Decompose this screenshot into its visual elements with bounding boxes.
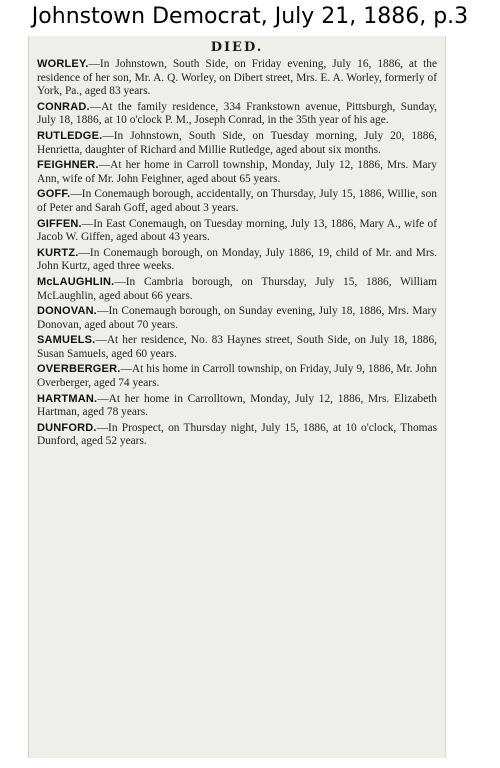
notice-surname: GOFF.	[37, 188, 71, 201]
notice-surname: HARTMAN.	[37, 392, 98, 405]
notice-surname: McLAUGHLIN.	[37, 275, 115, 288]
notice-surname: OVERBERGER.	[37, 363, 121, 376]
death-notice	[37, 218, 437, 245]
death-notice	[37, 130, 437, 157]
notice-text: —In Conemaugh borough, on Sunday evening, July 18, 1886, Mrs. Mary Donovan, aged about 70 years.	[37, 305, 437, 331]
death-notice	[37, 305, 437, 332]
notice-text: —At her residence, No. 83 Haynes street, South Side, on July 18, 1886, Susan Samuels, aged 60 years.	[37, 334, 437, 360]
death-notice	[37, 363, 437, 390]
notice-text: —In East Conemaugh, on Tuesday morning, July 13, 1886, Mary A., wife of Jacob W. Giffen, aged about 43 years.	[37, 217, 437, 244]
notice-surname: CONRAD.	[37, 100, 90, 113]
death-notice	[37, 159, 437, 186]
notice-surname: SAMUELS.	[37, 334, 96, 347]
death-notice	[37, 276, 437, 303]
notice-surname: WORLEY.	[37, 58, 89, 70]
newspaper-clipping	[28, 36, 446, 758]
page-caption: Johnstown Democrat, July 21, 1886, p.3	[31, 4, 469, 29]
notice-surname: RUTLEDGE.	[37, 129, 103, 142]
notice-text: —At his home in Carroll township, on Friday, July 9, 1886, Mr. John Overberger, aged 74 years.	[37, 363, 437, 390]
section-heading: DIED.	[210, 40, 264, 55]
death-notice	[37, 422, 437, 449]
notice-surname: FEIGHNER.	[37, 159, 99, 172]
notice-surname: DONOVAN.	[37, 305, 98, 318]
notice-text: —In Conemaugh borough, on Monday, July 1886, 19, child of Mr. and Mrs. John Kurtz, aged three weeks.	[37, 246, 437, 273]
death-notice	[37, 247, 437, 274]
notice-text: —At her home in Carrolltown, Monday, July 12, 1886, Mrs. Elizabeth Hartman, aged 78 years.	[37, 392, 437, 419]
notice-surname: KURTZ.	[37, 246, 79, 259]
notice-text: —At the family residence, 334 Frankstown avenue, Pittsburgh, Sunday, July 18, 1886, at 10 o'clock P. M., Joseph Conrad, in the 35th year of his age.	[37, 100, 437, 127]
notice-text: —At her home in Carroll township, Monday, July 12, 1886, Mrs. Mary Ann, wife of Mr. John Feighner, aged about 65 years.	[37, 159, 437, 185]
notice-surname: GIFFEN.	[37, 217, 82, 230]
death-notices-list	[37, 58, 437, 449]
death-notice	[37, 393, 437, 420]
death-notice	[37, 101, 437, 128]
death-notice	[37, 188, 437, 215]
notice-text: —In Prospect, on Thursday night, July 15, 1886, at 10 o'clock, Thomas Dunford, aged 52 years.	[37, 421, 437, 448]
notice-text: —In Johnstown, South Side, on Friday evening, July 16, 1886, at the residence of her son, Mr. A. Q. Worley, on Dibert street, Mrs. E. A. Worley, formerly of York, Pa., aged 83 years.	[37, 58, 437, 98]
notice-text: —In Johnstown, South Side, on Tuesday morning, July 20, 1886, Henrietta, daughter of Richard and Millie Rutledge, aged about six months.	[37, 129, 437, 156]
notice-surname: DUNFORD.	[37, 421, 97, 434]
death-notice	[37, 58, 437, 99]
death-notice	[37, 334, 437, 361]
notice-text: —In Cambria borough, on Thursday, July 15, 1886, William McLaughlin, aged about 66 years.	[37, 275, 437, 302]
notice-text: —In Conemaugh borough, accidentally, on Thursday, July 15, 1886, Willie, son of Peter and Sarah Goff, aged about 3 years.	[37, 188, 437, 214]
